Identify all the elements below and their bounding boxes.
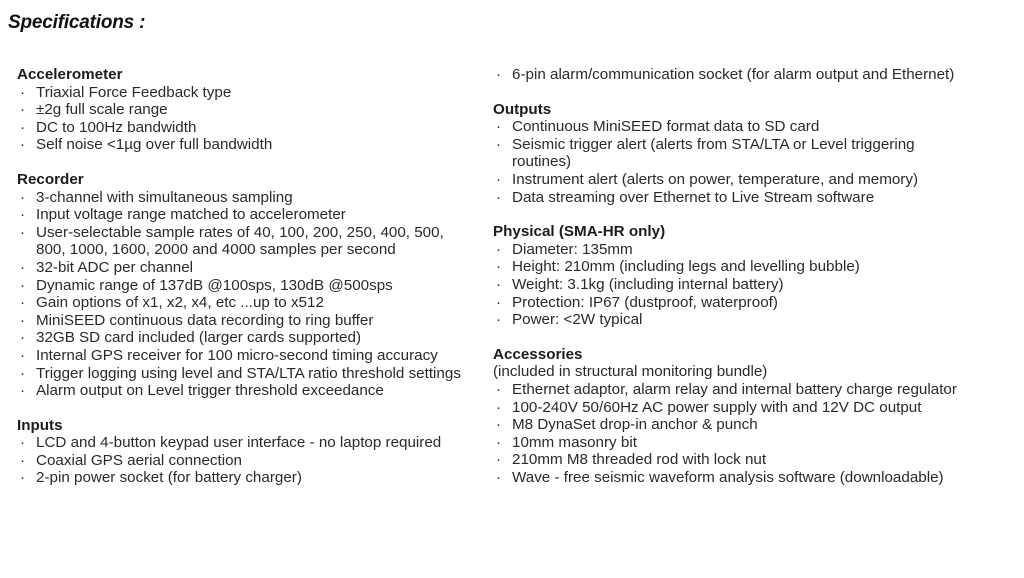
bullet-icon: · <box>20 294 26 312</box>
list-item <box>493 381 973 399</box>
list-item <box>17 312 467 330</box>
list-item-text: 6-pin alarm/communication socket (for alarm output and Ethernet) <box>512 66 955 83</box>
list-item <box>17 347 467 365</box>
list-item-text: Diameter: 135mm <box>512 240 633 258</box>
list-item-text: Internal GPS receiver for 100 micro-second timing accuracy <box>36 346 438 364</box>
list-item-text: Gain options of x1, x2, x4, etc ...up to x512 <box>36 294 324 312</box>
right-column <box>493 66 973 503</box>
bullet-icon: · <box>20 101 26 119</box>
list-item-text: Wave - free seismic waveform analysis software (downloadable) <box>512 468 944 486</box>
list-item-text: Instrument alert (alerts on power, temperature, and memory) <box>512 170 919 188</box>
bullet-icon: · <box>496 188 502 206</box>
bullet-list <box>493 381 973 487</box>
list-item <box>493 241 973 259</box>
section-recorder <box>17 171 467 400</box>
list-item <box>17 189 467 207</box>
list-item-text: 32GB SD card included (larger cards supported) <box>36 329 362 347</box>
list-item-text: Dynamic range of 137dB @100sps, 130dB @500sps <box>36 276 393 294</box>
bullet-icon: · <box>496 258 502 276</box>
list-item-text: LCD and 4-button keypad user interface - no laptop required <box>36 434 442 452</box>
bullet-icon: · <box>496 118 502 136</box>
bullet-icon: · <box>20 434 26 452</box>
list-item-text: 2-pin power socket (for battery charger) <box>36 469 302 487</box>
list-item <box>17 365 467 383</box>
list-item <box>493 451 973 469</box>
list-item <box>493 171 973 189</box>
section-heading: Recorder <box>17 170 84 188</box>
section-heading: Outputs <box>493 100 552 118</box>
list-item <box>17 434 467 452</box>
bullet-icon: · <box>496 311 502 329</box>
section-heading: Accelerometer <box>17 66 123 83</box>
list-item <box>493 66 973 84</box>
bullet-icon: · <box>496 380 502 398</box>
section-note: (included in structural monitoring bundle) <box>493 363 768 381</box>
bullet-icon: · <box>20 276 26 294</box>
bullet-list <box>17 189 467 400</box>
bullet-icon: · <box>496 433 502 451</box>
list-item <box>493 416 973 434</box>
bullet-icon: · <box>20 258 26 276</box>
list-item <box>17 136 467 154</box>
bullet-icon: · <box>20 118 26 136</box>
list-item <box>493 189 973 207</box>
section-outputs <box>493 101 973 207</box>
bullet-list <box>17 84 467 154</box>
bullet-icon: · <box>496 451 502 469</box>
list-item <box>493 469 973 487</box>
list-item <box>17 224 467 259</box>
list-item-text: Height: 210mm (including legs and levelling bubble) <box>512 258 860 276</box>
list-item-text: MiniSEED continuous data recording to ring buffer <box>36 311 374 329</box>
list-item-text: Seismic trigger alert (alerts from STA/LTA or Level triggering routines) <box>512 135 915 171</box>
bullet-icon: · <box>496 275 502 293</box>
list-item-text: Ethernet adaptor, alarm relay and internal battery charge regulator <box>512 380 957 398</box>
list-item-text: M8 DynaSet drop-in anchor & punch <box>512 416 758 434</box>
bullet-icon: · <box>20 206 26 224</box>
list-item-text: 100-240V 50/60Hz AC power supply with and 12V DC output <box>512 398 922 416</box>
list-item <box>17 101 467 119</box>
list-item-text: 210mm M8 threaded rod with lock nut <box>512 451 767 469</box>
list-item-text: Weight: 3.1kg (including internal battery) <box>512 275 784 293</box>
section-continued <box>493 66 973 84</box>
section-heading: Accessories <box>493 345 583 363</box>
list-item <box>493 399 973 417</box>
section-accelerometer <box>17 66 467 154</box>
list-item-text: DC to 100Hz bandwidth <box>36 118 197 136</box>
list-item-text: Power: <2W typical <box>512 311 643 329</box>
section-heading: Inputs <box>17 416 63 434</box>
section-heading: Physical (SMA-HR only) <box>493 223 666 241</box>
bullet-icon: · <box>20 188 26 206</box>
list-item-text: Trigger logging using level and STA/LTA ratio threshold settings <box>36 364 461 382</box>
list-item <box>493 136 973 171</box>
list-item <box>17 469 467 487</box>
list-item-text: Input voltage range matched to accelerometer <box>36 206 346 224</box>
list-item <box>17 259 467 277</box>
list-item-text: 3-channel with simultaneous sampling <box>36 188 293 206</box>
bullet-icon: · <box>496 416 502 434</box>
list-item-text: Continuous MiniSEED format data to SD card <box>512 118 820 136</box>
list-item-text: 10mm masonry bit <box>512 433 637 451</box>
list-item <box>493 276 973 294</box>
list-item-text: Protection: IP67 (dustproof, waterproof) <box>512 293 778 311</box>
list-item <box>493 258 973 276</box>
list-item <box>17 329 467 347</box>
bullet-list <box>493 118 973 206</box>
list-item <box>17 119 467 137</box>
section-physical-sma-hr-only <box>493 223 973 329</box>
bullet-icon: · <box>496 468 502 486</box>
list-item <box>17 382 467 400</box>
list-item <box>493 294 973 312</box>
list-item <box>17 294 467 312</box>
list-item-text: Triaxial Force Feedback type <box>36 83 232 101</box>
bullet-icon: · <box>496 170 502 188</box>
bullet-icon: · <box>496 135 502 153</box>
list-item-text: User-selectable sample rates of 40, 100, 200, 250, 400, 500, 800, 1000, 1600, 2000 and 4000 samples per second <box>36 223 444 259</box>
bullet-icon: · <box>20 83 26 101</box>
left-column <box>17 66 467 504</box>
list-item <box>17 206 467 224</box>
list-item-text: Data streaming over Ethernet to Live Stream software <box>512 188 875 206</box>
bullet-icon: · <box>20 136 26 154</box>
bullet-icon: · <box>20 311 26 329</box>
bullet-icon: · <box>20 364 26 382</box>
page-title: Specifications : <box>8 12 146 33</box>
bullet-icon: · <box>496 398 502 416</box>
bullet-list <box>493 66 973 84</box>
bullet-list <box>17 434 467 487</box>
bullet-icon: · <box>20 451 26 469</box>
bullet-icon: · <box>20 329 26 347</box>
list-item-text: Self noise <1µg over full bandwidth <box>36 136 273 154</box>
bullet-icon: · <box>496 293 502 311</box>
list-item-text: Coaxial GPS aerial connection <box>36 451 242 469</box>
section-inputs <box>17 417 467 487</box>
list-item-text: 32-bit ADC per channel <box>36 258 194 276</box>
list-item <box>17 277 467 295</box>
bullet-icon: · <box>496 240 502 258</box>
list-item <box>493 118 973 136</box>
list-item <box>493 311 973 329</box>
bullet-icon: · <box>20 223 26 241</box>
bullet-icon: · <box>496 66 502 83</box>
list-item <box>17 84 467 102</box>
section-accessories <box>493 346 973 487</box>
list-item-text: Alarm output on Level trigger threshold exceedance <box>36 382 384 400</box>
bullet-list <box>493 241 973 329</box>
list-item <box>17 452 467 470</box>
bullet-icon: · <box>20 346 26 364</box>
list-item <box>493 434 973 452</box>
bullet-icon: · <box>20 469 26 487</box>
bullet-icon: · <box>20 382 26 400</box>
list-item-text: ±2g full scale range <box>36 101 168 119</box>
